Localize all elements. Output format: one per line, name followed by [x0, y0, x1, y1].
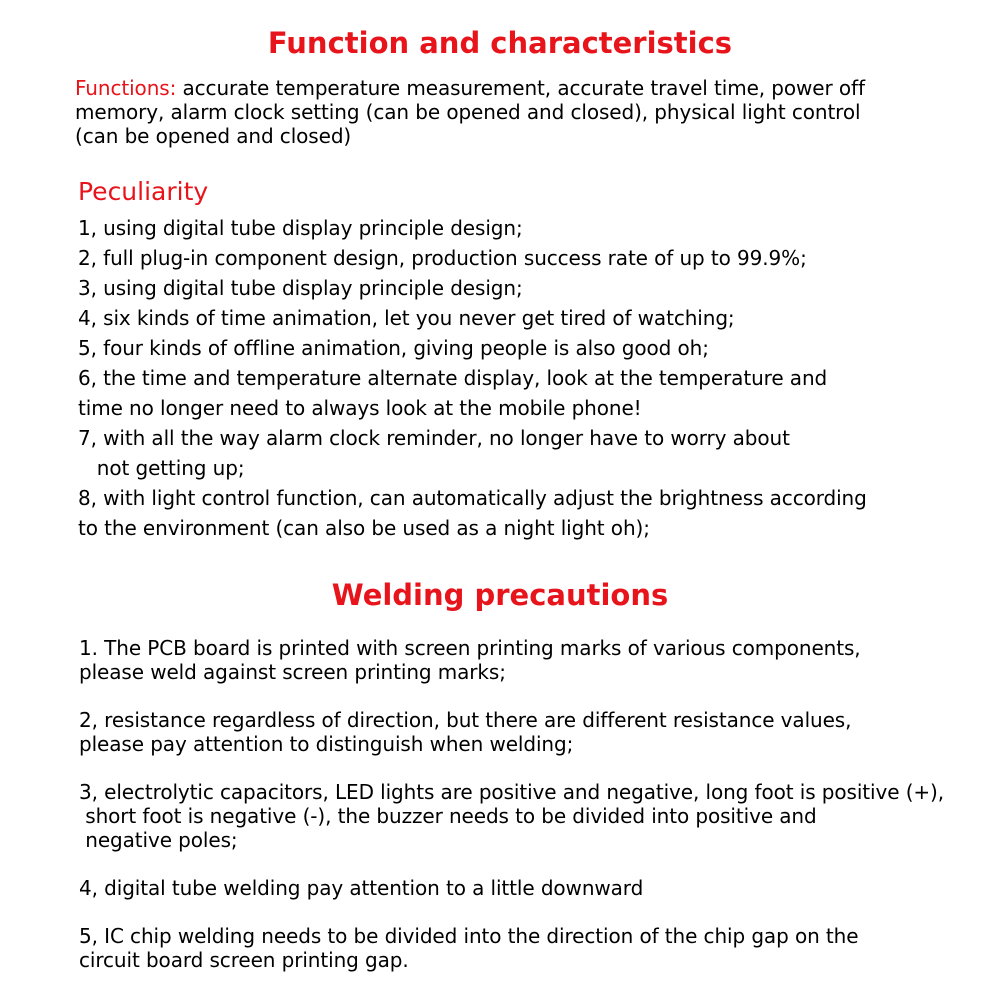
page-title: Function and characteristics: [267, 26, 733, 60]
functions-line-2: memory, alarm clock setting (can be opened and closed), physical light control: [75, 100, 861, 124]
welding-item-1-line-2: please weld against screen printing marks;: [79, 660, 506, 684]
peculiarity-heading: Peculiarity: [78, 177, 209, 206]
peculiarity-line-8: 7, with all the way alarm clock reminder, no longer have to worry about: [78, 426, 790, 450]
peculiarity-line-11: to the environment (can also be used as a night light oh);: [78, 516, 650, 540]
peculiarity-line-1: 1, using digital tube display principle design;: [78, 216, 523, 240]
functions-text-1: accurate temperature measurement, accurate travel time, power off: [176, 76, 865, 100]
welding-item-5-line-1: 5, IC chip welding needs to be divided into the direction of the chip gap on the: [79, 924, 859, 948]
welding-item-3-line-3: negative poles;: [79, 828, 238, 852]
welding-item-3-line-2: short foot is negative (-), the buzzer needs to be divided into positive and: [79, 804, 817, 828]
peculiarity-line-3: 3, using digital tube display principle design;: [78, 276, 523, 300]
welding-item-1-line-1: 1. The PCB board is printed with screen printing marks of various components,: [79, 636, 861, 660]
functions-label: Functions:: [75, 76, 177, 100]
peculiarity-line-9: not getting up;: [78, 456, 245, 480]
peculiarity-line-6: 6, the time and temperature alternate display, look at the temperature and: [78, 366, 828, 390]
functions-line-1: [75, 76, 865, 100]
welding-item-5-line-2: circuit board screen printing gap.: [79, 948, 409, 972]
welding-item-2-line-2: please pay attention to distinguish when welding;: [79, 732, 574, 756]
peculiarity-line-5: 5, four kinds of offline animation, giving people is also good oh;: [78, 336, 709, 360]
welding-title: Welding precautions: [331, 578, 669, 612]
peculiarity-line-10: 8, with light control function, can automatically adjust the brightness according: [78, 486, 867, 510]
welding-item-2-line-1: 2, resistance regardless of direction, but there are different resistance values,: [79, 708, 852, 732]
peculiarity-line-4: 4, six kinds of time animation, let you never get tired of watching;: [78, 306, 735, 330]
peculiarity-line-7: time no longer need to always look at the mobile phone!: [78, 396, 642, 420]
peculiarity-line-2: 2, full plug-in component design, production success rate of up to 99.9%;: [78, 246, 807, 270]
welding-item-4-line-1: 4, digital tube welding pay attention to a little downward: [79, 876, 644, 900]
functions-line-3: (can be opened and closed): [75, 124, 352, 148]
welding-item-3-line-1: 3, electrolytic capacitors, LED lights are positive and negative, long foot is positive (+),: [79, 780, 945, 804]
